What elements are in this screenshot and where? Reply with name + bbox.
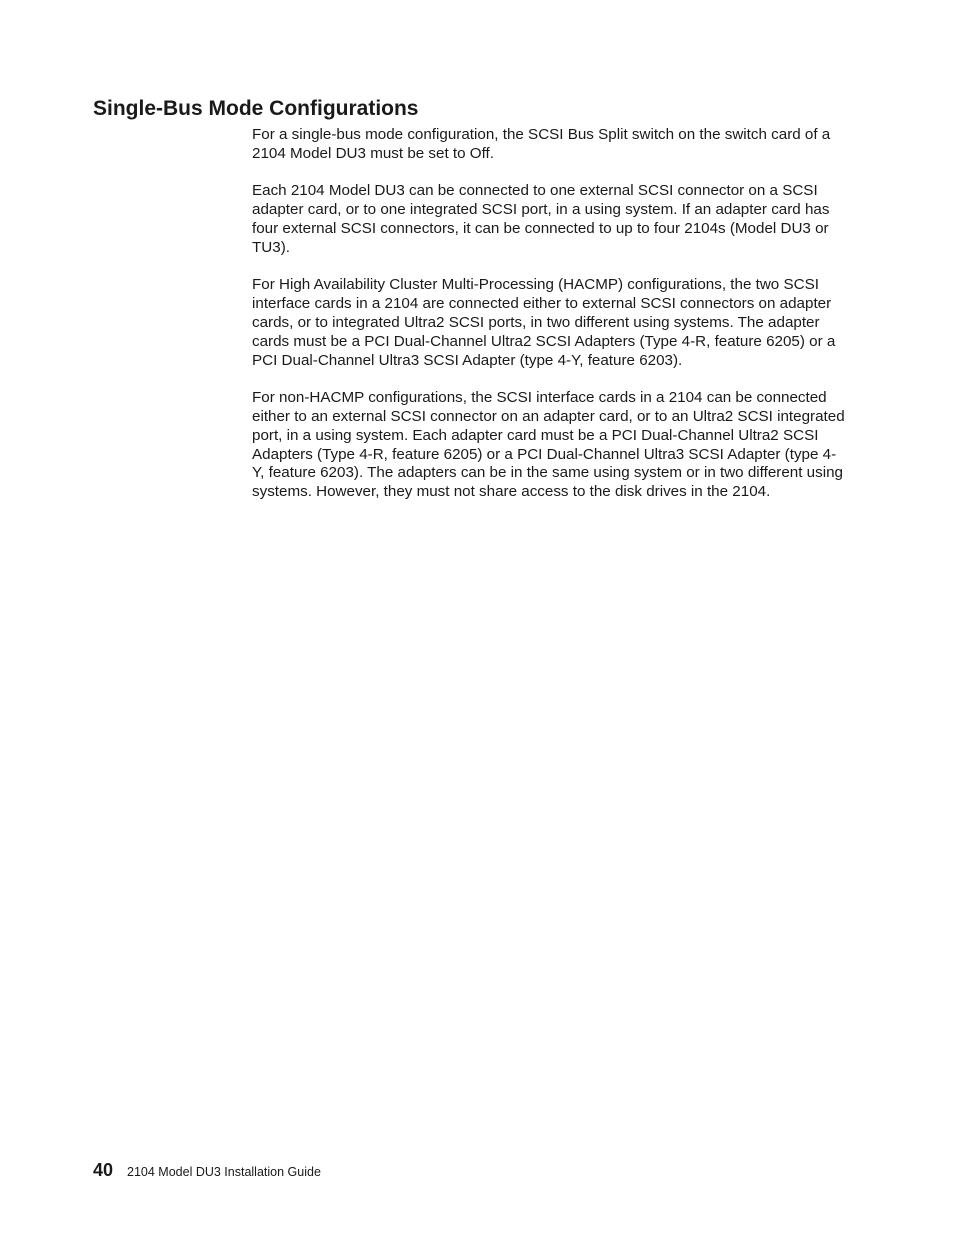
footer-document-title: 2104 Model DU3 Installation Guide: [127, 1165, 321, 1179]
paragraph-external-connector: Each 2104 Model DU3 can be connected to one external SCSI connector on a SCSI adapter card, or to one integrated SCSI port, in a using system. If an adapter card has four external SCSI connectors, it can be connected to up to four 2104s (Model DU3 or TU3).: [252, 182, 830, 256]
paragraph-single-bus-switch: For a single-bus mode configuration, the SCSI Bus Split switch on the switch card of a 2104 Model DU3 must be set to Off.: [252, 126, 831, 162]
paragraph-hacmp-configurations: For High Availability Cluster Multi-Processing (HACMP) configurations, the two SCSI interface cards in a 2104 are connected either to external SCSI connectors on adapter cards, or to integrated Ultra2 SCSI ports, in two different using systems. The adapter cards must be a PCI Dual-Channel Ultra2 SCSI Adapters (Type 4-R, feature 6205) or a PCI Dual-Channel Ultra3 SCSI Adapter (type 4-Y, feature 6203).: [252, 276, 836, 369]
page-footer: [93, 1160, 321, 1181]
page-number: 40: [93, 1160, 114, 1180]
section-heading: Single-Bus Mode Configurations: [93, 97, 419, 120]
paragraph-non-hacmp-configurations: For non-HACMP configurations, the SCSI interface cards in a 2104 can be connected either to an external SCSI connector on an adapter card, or to an Ultra2 SCSI integrated port, in a using system. Each adapter card must be a PCI Dual-Channel Ultra2 SCSI Adapters (Type 4-R, feature 6205) or a PCI Dual-Channel Ultra3 SCSI Adapter (type 4-Y, feature 6203). The adapters can be in the same using system or in two different using systems. However, they must not share access to the disk drives in the 2104.: [252, 389, 845, 501]
section-body: [252, 126, 848, 521]
